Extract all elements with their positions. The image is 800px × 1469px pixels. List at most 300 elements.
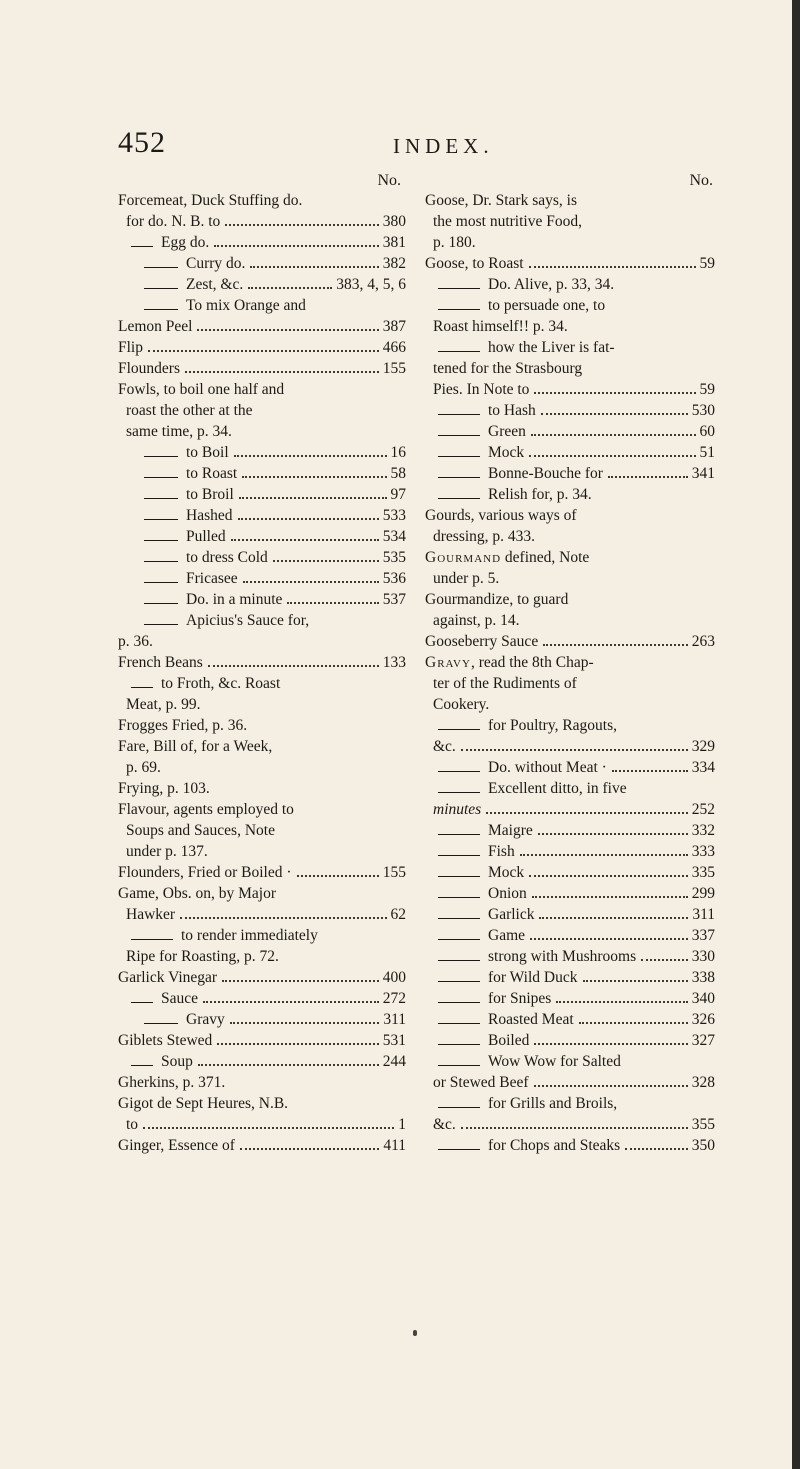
leader-dots — [222, 980, 379, 982]
entry-label: Apicius's Sauce for, — [186, 612, 310, 629]
leader-dots — [530, 938, 688, 940]
ditto-dash — [144, 456, 178, 457]
index-entry — [118, 988, 406, 1009]
entry-number: 383, 4, 5, 6 — [336, 276, 406, 293]
entry-number: 330 — [691, 948, 715, 965]
ditto-dash — [144, 582, 178, 583]
ditto-dash — [438, 288, 480, 289]
index-column-left — [118, 172, 406, 1156]
entry-label: Gigot de Sept Heures, N.B. — [118, 1095, 289, 1112]
entry-number: 411 — [383, 1137, 406, 1154]
index-entry — [425, 778, 715, 799]
index-entry — [118, 1030, 406, 1051]
index-entry — [118, 400, 406, 421]
ditto-dash — [438, 876, 480, 877]
small-caps-term: Gravy — [425, 654, 471, 671]
entry-label: Bonne-Bouche for — [488, 465, 603, 482]
leader-dots — [534, 1043, 687, 1045]
entry-label: Pulled — [186, 528, 226, 545]
entry-number: 337 — [691, 927, 715, 944]
index-entry — [425, 925, 715, 946]
entry-label: roast the other at the — [126, 402, 253, 419]
entry-label: Soups and Sauces, Note — [126, 822, 275, 839]
index-entry — [425, 715, 715, 736]
index-entry — [425, 1072, 715, 1093]
entry-label: Mock — [488, 444, 525, 461]
entry-label: Green — [488, 423, 526, 440]
entry-label: Hawker — [126, 906, 176, 923]
entry-label: Giblets Stewed — [118, 1032, 213, 1049]
index-entry — [425, 589, 715, 610]
entry-label: how the Liver is fat- — [488, 339, 615, 356]
ditto-dash — [438, 981, 480, 982]
entry-number: 263 — [691, 633, 715, 650]
entry-label: to persuade one, to — [488, 297, 606, 314]
entry-number: 355 — [691, 1116, 715, 1133]
entry-label: &c. — [433, 738, 456, 755]
entry-label: Egg do. — [161, 234, 210, 251]
entry-number: 133 — [382, 654, 406, 671]
entry-label: &c. — [433, 1116, 456, 1133]
entry-label: Cookery. — [433, 696, 490, 713]
leader-dots — [230, 1022, 380, 1024]
leader-dots — [217, 1043, 378, 1045]
entry-label: Sauce — [161, 990, 199, 1007]
entry-number: 155 — [382, 360, 406, 377]
entry-number: 335 — [691, 864, 715, 881]
index-entry — [425, 631, 715, 652]
entry-label: Game — [488, 927, 526, 944]
index-entry — [425, 904, 715, 925]
entry-label: to dress Cold — [186, 549, 268, 566]
index-entry — [425, 442, 715, 463]
entry-label: p. 36. — [118, 633, 153, 650]
index-entry — [118, 946, 406, 967]
page-number: 452 — [118, 126, 166, 159]
index-entry — [118, 358, 406, 379]
index-entry — [425, 463, 715, 484]
entry-number: 535 — [382, 549, 406, 566]
entry-label: Onion — [488, 885, 527, 902]
entry-label: Game, Obs. on, by Major — [118, 885, 276, 902]
leader-dots — [238, 518, 379, 520]
leader-dots — [148, 350, 379, 352]
entry-number: 350 — [691, 1137, 715, 1154]
leader-dots — [625, 1148, 688, 1150]
index-entry — [425, 652, 715, 673]
index-entry — [118, 862, 406, 883]
entry-label: Fare, Bill of, for a Week, — [118, 738, 273, 755]
ditto-dash — [438, 1023, 480, 1024]
number-column-heading: No. — [377, 172, 401, 189]
index-entry — [425, 1093, 715, 1114]
ditto-dash — [438, 456, 480, 457]
entry-label: to Broil — [186, 486, 234, 503]
entry-number: 244 — [382, 1053, 406, 1070]
leader-dots — [579, 1022, 688, 1024]
ditto-dash — [438, 1107, 480, 1108]
entry-number: 381 — [382, 234, 406, 251]
entry-number: 533 — [382, 507, 406, 524]
entry-label: for Poultry, Ragouts, — [488, 717, 618, 734]
ditto-dash — [131, 687, 153, 688]
leader-dots — [612, 770, 688, 772]
entry-number: 537 — [382, 591, 406, 608]
index-entry — [118, 547, 406, 568]
entry-number: 155 — [382, 864, 406, 881]
ditto-dash — [438, 351, 480, 352]
leader-dots — [198, 1064, 379, 1066]
ditto-dash — [438, 435, 480, 436]
index-entry — [425, 1114, 715, 1135]
leader-dots — [243, 581, 379, 583]
ditto-dash — [438, 771, 480, 772]
leader-dots — [287, 602, 378, 604]
entry-number: 530 — [691, 402, 715, 419]
entry-label: Gourmand defined, Note — [425, 549, 590, 566]
ditto-dash — [438, 1002, 480, 1003]
entry-label: Gourmandize, to guard — [425, 591, 569, 608]
entry-label: Goose, to Roast — [425, 255, 524, 272]
leader-dots — [143, 1127, 394, 1129]
index-entry — [425, 1051, 715, 1072]
index-entry — [118, 631, 406, 652]
entry-number: 328 — [691, 1074, 715, 1091]
ditto-dash — [144, 519, 178, 520]
entry-number: 311 — [383, 1011, 406, 1028]
leader-dots — [185, 371, 379, 373]
entry-label: Goose, Dr. Stark says, is — [425, 192, 577, 209]
leader-dots — [543, 644, 688, 646]
index-entry — [118, 799, 406, 820]
entry-label: ter of the Rudiments of — [433, 675, 577, 692]
entry-label: to Roast — [186, 465, 238, 482]
index-entry — [118, 1009, 406, 1030]
leader-dots — [531, 434, 696, 436]
entry-label: Roasted Meat — [488, 1011, 574, 1028]
ditto-dash — [131, 246, 153, 247]
index-entry — [425, 337, 715, 358]
entry-label: Pies. In Note to — [433, 381, 530, 398]
ditto-dash — [131, 939, 173, 940]
ditto-dash — [438, 1149, 480, 1150]
index-entry — [118, 463, 406, 484]
leader-dots — [539, 917, 688, 919]
entry-label: for Wild Duck — [488, 969, 578, 986]
ditto-dash — [144, 1023, 178, 1024]
index-entry — [425, 547, 715, 568]
ditto-dash — [131, 1002, 153, 1003]
index-entry — [425, 400, 715, 421]
entry-label: Curry do. — [186, 255, 246, 272]
index-entry — [118, 925, 406, 946]
index-entry — [425, 799, 715, 820]
index-entry — [118, 379, 406, 400]
leader-dots — [461, 749, 688, 751]
entry-label: Meat, p. 99. — [126, 696, 201, 713]
leader-dots — [197, 329, 378, 331]
entry-label: Garlick Vinegar — [118, 969, 218, 986]
index-entry — [118, 526, 406, 547]
entry-label: French Beans — [118, 654, 203, 671]
entry-label: Roast himself!! p. 34. — [433, 318, 568, 335]
leader-dots — [297, 875, 379, 877]
index-entry — [118, 253, 406, 274]
entry-label: Soup — [161, 1053, 193, 1070]
entry-label: Do. in a minute — [186, 591, 283, 608]
index-entry — [118, 421, 406, 442]
index-entry — [118, 610, 406, 631]
small-caps-term: Gourmand — [425, 549, 502, 566]
entry-label: Gourds, various ways of — [425, 507, 577, 524]
leader-dots — [203, 1001, 379, 1003]
entry-label: for Chops and Steaks — [488, 1137, 621, 1154]
ditto-dash — [144, 477, 178, 478]
index-entry — [118, 820, 406, 841]
entry-number: 311 — [692, 906, 715, 923]
entry-number: 400 — [382, 969, 406, 986]
index-entry — [425, 526, 715, 547]
leader-dots — [486, 812, 688, 814]
entry-number: 534 — [382, 528, 406, 545]
page-header — [118, 126, 658, 166]
entry-label: Frying, p. 103. — [118, 780, 210, 797]
entry-label: Fish — [488, 843, 515, 860]
index-entry — [425, 232, 715, 253]
leader-dots — [240, 1148, 379, 1150]
ditto-dash — [144, 288, 178, 289]
entry-label: Do. Alive, p. 33, 34. — [488, 276, 615, 293]
index-entry — [425, 253, 715, 274]
index-entry — [425, 862, 715, 883]
entry-number: 97 — [390, 486, 406, 503]
ditto-dash — [144, 498, 178, 499]
index-column-right — [425, 172, 715, 1156]
index-entry — [425, 505, 715, 526]
entry-number: 334 — [691, 759, 715, 776]
leader-dots — [529, 875, 688, 877]
index-entry — [118, 568, 406, 589]
entry-number: 338 — [691, 969, 715, 986]
index-entry — [425, 316, 715, 337]
index-entry — [425, 841, 715, 862]
leader-dots — [250, 266, 378, 268]
entry-label: Fricasee — [186, 570, 238, 587]
entry-label: Gravy — [186, 1011, 225, 1028]
index-entry — [425, 988, 715, 1009]
index-entry — [425, 820, 715, 841]
entry-label: Garlick — [488, 906, 535, 923]
leader-dots — [541, 413, 688, 415]
index-entry — [118, 295, 406, 316]
entry-label: for Grills and Broils, — [488, 1095, 618, 1112]
leader-dots — [529, 266, 696, 268]
entry-number: 380 — [382, 213, 406, 230]
leader-dots — [534, 1085, 688, 1087]
entry-label: Flounders — [118, 360, 180, 377]
entry-number: 387 — [382, 318, 406, 335]
entry-label: same time, p. 34. — [126, 423, 232, 440]
index-entry — [425, 190, 715, 211]
entry-number: 329 — [691, 738, 715, 755]
entry-label: Maigre — [488, 822, 533, 839]
entry-number: 272 — [382, 990, 406, 1007]
leader-dots — [214, 245, 379, 247]
paper-speck — [413, 1330, 417, 1336]
leader-dots — [239, 497, 387, 499]
page-title: INDEX. — [393, 134, 494, 158]
ditto-dash — [131, 1065, 153, 1066]
entry-number: 60 — [699, 423, 715, 440]
leader-dots — [225, 224, 378, 226]
ditto-dash — [438, 1044, 480, 1045]
ditto-dash — [438, 960, 480, 961]
index-entry — [118, 337, 406, 358]
index-entry — [118, 1051, 406, 1072]
entry-number: 382 — [382, 255, 406, 272]
leader-dots — [641, 959, 688, 961]
index-entry — [118, 1135, 406, 1156]
entry-label: Fowls, to boil one half and — [118, 381, 285, 398]
index-entry — [118, 841, 406, 862]
page-edge-shadow — [792, 0, 800, 1469]
leader-dots — [273, 560, 379, 562]
entry-number: 59 — [699, 255, 715, 272]
entry-label: Wow Wow for Salted — [488, 1053, 621, 1070]
leader-dots — [231, 539, 379, 541]
index-entry — [425, 967, 715, 988]
index-entry — [425, 211, 715, 232]
entry-label: for do. N. B. to — [126, 213, 221, 230]
entry-label: strong with Mushrooms — [488, 948, 637, 965]
ditto-dash — [438, 309, 480, 310]
entry-label: under p. 5. — [433, 570, 500, 587]
ditto-dash — [144, 540, 178, 541]
leader-dots — [180, 917, 386, 919]
index-entry — [118, 1093, 406, 1114]
entry-number: 51 — [699, 444, 715, 461]
entry-number: 531 — [382, 1032, 406, 1049]
entry-label: Excellent ditto, in five — [488, 780, 627, 797]
entry-number: 62 — [390, 906, 406, 923]
entry-number: 299 — [691, 885, 715, 902]
entry-number: 1 — [398, 1116, 406, 1133]
index-entry — [118, 274, 406, 295]
index-entry — [118, 484, 406, 505]
index-entry — [118, 442, 406, 463]
index-entry — [425, 379, 715, 400]
entry-label: against, p. 14. — [433, 612, 520, 629]
index-entry — [118, 673, 406, 694]
leader-dots — [520, 854, 688, 856]
ditto-dash — [438, 939, 480, 940]
number-column-heading: No. — [689, 172, 713, 189]
entry-label: Gherkins, p. 371. — [118, 1074, 226, 1091]
ditto-dash — [438, 414, 480, 415]
index-entry — [118, 694, 406, 715]
entry-number: 58 — [390, 465, 406, 482]
entry-label: Flip — [118, 339, 143, 356]
ditto-dash — [144, 267, 178, 268]
entry-label: to Boil — [186, 444, 229, 461]
entry-label: the most nutritive Food, — [433, 213, 582, 230]
leader-dots — [538, 833, 688, 835]
ditto-dash — [144, 309, 178, 310]
leader-dots — [534, 392, 695, 394]
entry-number: 326 — [691, 1011, 715, 1028]
index-entry — [425, 673, 715, 694]
entry-number: 536 — [382, 570, 406, 587]
index-entry — [118, 211, 406, 232]
leader-dots — [529, 455, 695, 457]
entry-number: 466 — [382, 339, 406, 356]
leader-dots — [608, 476, 688, 478]
index-entry — [118, 904, 406, 925]
index-entry — [425, 883, 715, 904]
ditto-dash — [438, 498, 480, 499]
ditto-dash — [438, 792, 480, 793]
entry-label: for Snipes — [488, 990, 552, 1007]
ditto-dash — [144, 561, 178, 562]
index-entry — [118, 967, 406, 988]
index-entry — [118, 652, 406, 673]
entry-label: p. 69. — [126, 759, 161, 776]
index-entry — [118, 778, 406, 799]
index-entry — [425, 694, 715, 715]
ditto-dash — [438, 477, 480, 478]
ditto-dash — [438, 918, 480, 919]
entry-label: Flavour, agents employed to — [118, 801, 294, 818]
entry-label: Ripe for Roasting, p. 72. — [126, 948, 279, 965]
entry-label: Lemon Peel — [118, 318, 193, 335]
index-entry — [118, 757, 406, 778]
entry-number: 252 — [691, 801, 715, 818]
leader-dots — [583, 980, 688, 982]
entry-label: dressing, p. 433. — [433, 528, 536, 545]
ditto-dash — [144, 603, 178, 604]
entry-label: Gravy, read the 8th Chap- — [425, 654, 594, 671]
ditto-dash — [438, 834, 480, 835]
entry-number: 333 — [691, 843, 715, 860]
index-entry — [425, 1135, 715, 1156]
entry-number: 332 — [691, 822, 715, 839]
entry-label: or Stewed Beef — [433, 1074, 529, 1091]
entry-label: Do. without Meat · — [488, 759, 607, 776]
entry-label: To mix Orange and — [186, 297, 306, 314]
leader-dots — [556, 1001, 687, 1003]
entry-label: Ginger, Essence of — [118, 1137, 235, 1154]
entry-number: 327 — [691, 1032, 715, 1049]
index-entry — [118, 1072, 406, 1093]
index-entry — [425, 484, 715, 505]
index-entry — [425, 946, 715, 967]
entry-label: to render immediately — [181, 927, 318, 944]
leader-dots — [208, 665, 379, 667]
index-entry — [118, 1114, 406, 1135]
leader-dots — [242, 476, 386, 478]
entry-label: to — [126, 1116, 139, 1133]
entry-label: Mock — [488, 864, 525, 881]
leader-dots — [532, 896, 688, 898]
index-entry — [118, 589, 406, 610]
entry-label: Relish for, p. 34. — [488, 486, 592, 503]
index-entry — [425, 421, 715, 442]
entry-number: 340 — [691, 990, 715, 1007]
index-entry — [118, 883, 406, 904]
index-entry — [425, 610, 715, 631]
entry-number: 16 — [390, 444, 406, 461]
index-entry — [118, 736, 406, 757]
